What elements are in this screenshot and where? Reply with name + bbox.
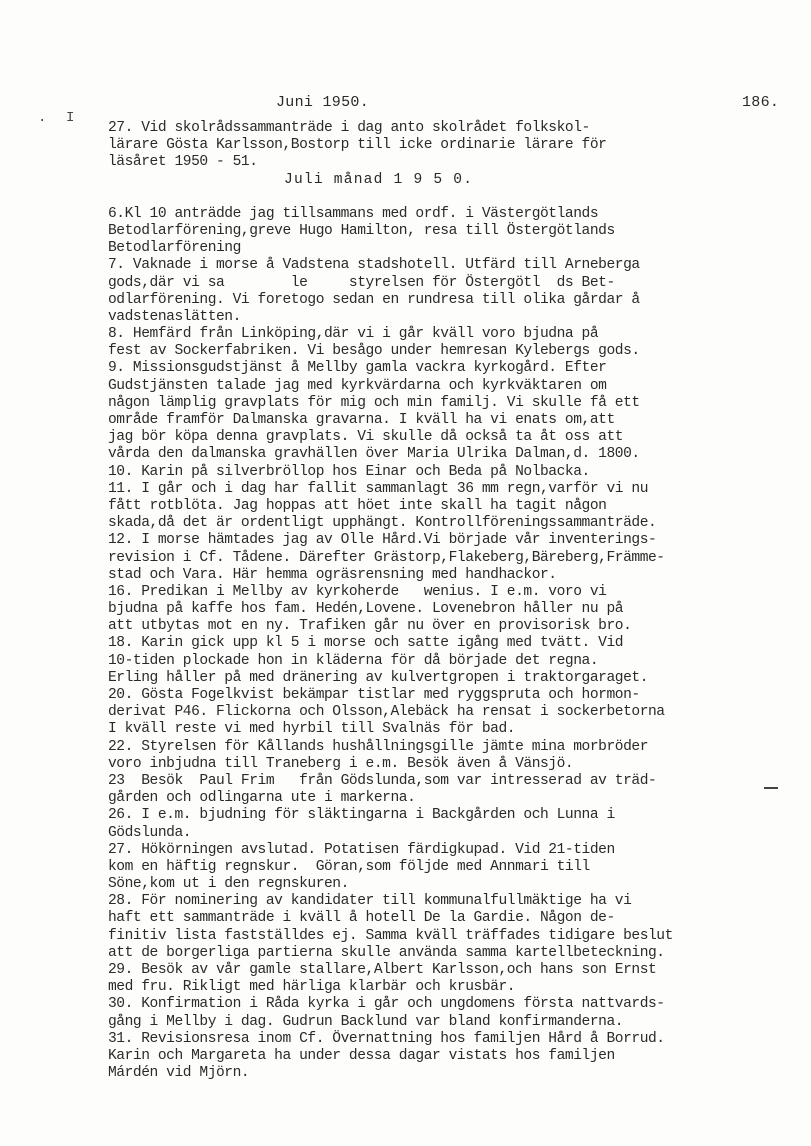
text-line: gång i Mellby i dag. Gudrun Backlund var bland konfirmanderna. [108, 1013, 624, 1030]
text-line: 10-tiden plockade hon in kläderna för då började det regna. [108, 652, 599, 669]
diary-text [108, 120, 788, 1082]
text-line: 16. Predikan i Mellby av kyrkoherde wenius. I e.m. voro vi [108, 583, 607, 600]
text-line: I kväll reste vi med hyrbil till Svalnäs för bad. [108, 721, 516, 738]
text-line: vadstenaslätten. [108, 308, 241, 325]
text-line: 30. Konfirmation i Råda kyrka i går och ungdomens första nattvards- [108, 996, 665, 1013]
text-line: skada,då det är ordentligt upphängt. Kontrollföreningssammanträde. [108, 515, 657, 532]
text-line: 23 Besök Paul Frim från Gödslunda,som var intresserad av träd- [108, 772, 657, 789]
text-line: revision i Cf. Tådene. Därefter Grästorp,Flakeberg,Bäreberg,Främme- [108, 549, 665, 566]
text-line: att de borgerliga partierna skulle använda samma kartellbeteckning. [108, 944, 665, 961]
text-line: Gödslunda. [108, 824, 192, 841]
page-number: 186. [742, 94, 780, 111]
text-line: gården och odlingarna ute i markerna. [108, 790, 416, 807]
text-line: 31. Revisionsresa inom Cf. Övernattning hos familjen Hård å Borrud. [108, 1030, 665, 1047]
text-line: stad och Vara. Här hemma ogräsrensning med handhackor. [108, 566, 557, 583]
text-line: kom en häftig regnskur. Göran,som följde med Annmari till [108, 858, 590, 875]
header-date: Juni 1950. [276, 94, 370, 111]
text-line: 6.Kl 10 anträdde jag tillsammans med ordf. i Västergötlands [108, 205, 599, 222]
text-line: 28. För nominering av kandidater till kommunalfullmäktige ha vi [108, 893, 632, 910]
text-line: fest av Sockerfabriken. Vi besågo under hemresan Kylebergs gods. [108, 343, 640, 360]
text-line: fått rotblöta. Jag hoppas att höet inte skall ha tagit någon [108, 497, 607, 514]
july-entries [108, 206, 788, 1083]
text-line: 26. I e.m. bjudning för släktingarna i Backgården och Lunna i [108, 807, 615, 824]
text-line: derivat P46. Flickorna och Olsson,Alebäck ha rensat i sockerbetorna [108, 704, 665, 721]
text-line: haft ett sammanträde i kväll å hotell De la Gardie. Någon de- [108, 910, 615, 927]
text-line: Betodlarförening,greve Hugo Hamilton, resa till Östergötlands [108, 222, 615, 239]
text-line: område framför Dalmanska gravarna. I kväll ha vi enats om,att [108, 412, 615, 428]
text-line: Karin och Margareta ha under dessa dagar vistats hos familjen [108, 1047, 615, 1064]
spacer [108, 189, 788, 206]
text-line: Söne,kom ut i den regnskuren. [108, 876, 349, 893]
text-line: voro inbjudna till Traneberg i e.m. Besök även å Vänsjö. [108, 755, 574, 772]
margin-mark: I [66, 110, 75, 126]
text-line: 27. Hökörningen avslutad. Potatisen färdigkupad. Vid 21-tiden [108, 841, 615, 858]
text-line: 8. Hemfärd från Linköping,där vi i går kväll voro bjudna på [108, 326, 599, 343]
text-line: lärare Gösta Karlsson,Bostorp till icke ordinarie lärare för [108, 137, 607, 154]
june-entries [108, 120, 788, 172]
text-line: Gudstjänsten talade jag med kyrkvärdarna och kyrkväktaren om [108, 377, 607, 394]
text-line: odlarförening. Vi foretogo sedan en rundresa till olika gårdar å [108, 291, 640, 308]
text-line: Erling håller på med dränering av kulvertgropen i traktorgaraget. [108, 669, 648, 686]
text-line: 22. Styrelsen för Kållands hushållningsgille jämte mina morbröder [108, 738, 648, 755]
text-line: 10. Karin på silverbröllop hos Einar och Beda på Nolbacka. [108, 463, 590, 480]
text-line: 27. Vid skolrådssammanträde i dag anto skolrådet folkskol- [108, 120, 590, 136]
text-line: 12. I morse hämtades jag av Olle Hård.Vi började vår inventerings- [108, 532, 657, 549]
text-line: med fru. Rikligt med härliga klarbär och krusbär. [108, 979, 516, 996]
text-line: 18. Karin gick upp kl 5 i morse och satte igång med tvätt. Vid [108, 635, 624, 652]
text-line: Márdén vid Mjörn. [108, 1065, 250, 1082]
text-line: läsåret 1950 - 51. [108, 154, 258, 171]
text-line: 20. Gösta Fogelkvist bekämpar tistlar med ryggspruta och hormon- [108, 687, 640, 703]
text-line: vårda den dalmanska gravhällen över Maria Ulrika Dalman,d. 1800. [108, 446, 640, 463]
margin-dot: . [38, 110, 47, 126]
text-line: 7. Vaknade i morse å Vadstena stadshotell. Utfärd till Arneberga [108, 257, 640, 274]
text-line: finitiv lista fastställdes ej. Samma kväll träffades tidigare beslut [108, 927, 673, 944]
text-line: 11. I går och i dag har fallit sammanlagt 36 mm regn,varför vi nu [108, 480, 648, 497]
text-line: 9. Missionsgudstjänst å Mellby gamla vackra kyrkogård. Efter [108, 360, 607, 377]
month-heading: Juli månad 1 9 5 0. [284, 171, 474, 188]
text-line: att utbytas mot en ny. Trafiken går nu över en provisorisk bro. [108, 618, 632, 635]
text-line: 29. Besök av vår gamle stallare,Albert Karlsson,och hans son Ernst [108, 962, 657, 978]
text-line: någon lämplig gravplats för mig och min familj. Vi skulle få ett [108, 394, 640, 411]
text-line: jag bör köpa denna gravplats. Vi skulle då också ta åt oss att [108, 429, 624, 446]
margin-dash [764, 787, 778, 789]
text-line: Betodlarförening [108, 240, 241, 257]
text-line: gods,där vi sa le styrelsen för Östergötl ds Bet- [108, 274, 615, 291]
text-line: bjudna på kaffe hos fam. Hedén,Lovene. Lovenebron håller nu på [108, 601, 624, 618]
